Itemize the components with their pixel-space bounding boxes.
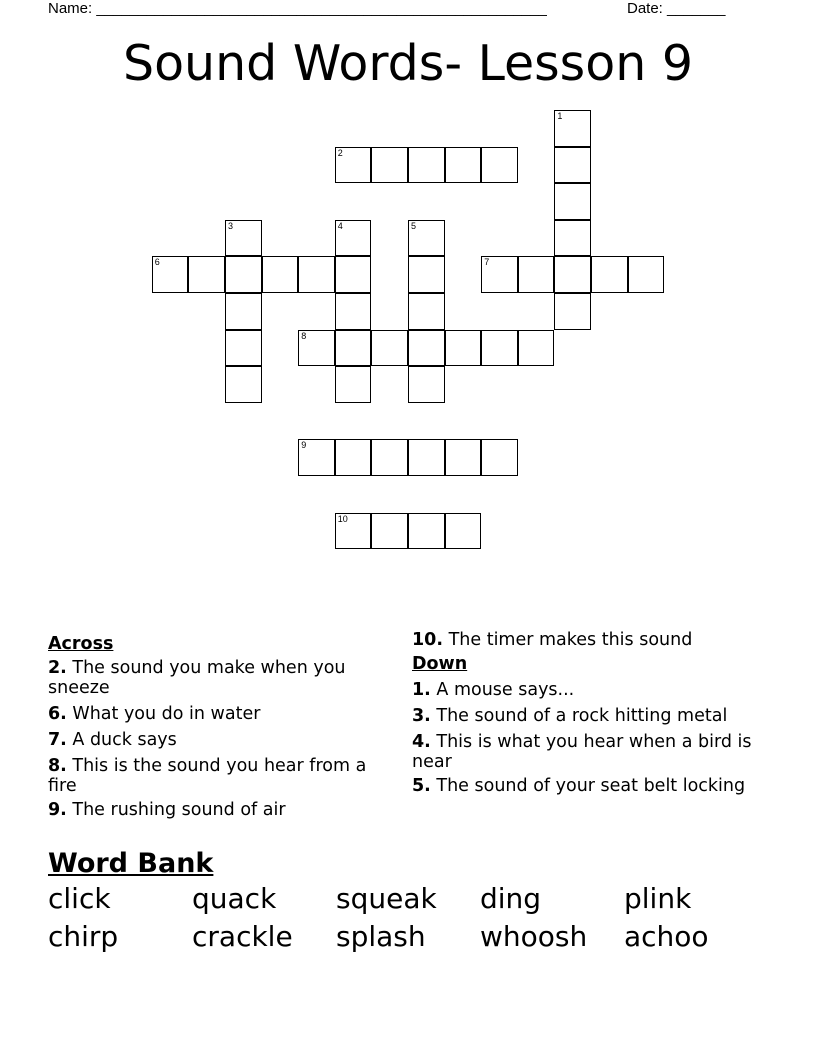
crossword-cell[interactable] <box>152 256 189 293</box>
clue-across-10: 10. The timer makes this sound <box>412 630 693 650</box>
crossword-cell[interactable] <box>481 330 518 367</box>
clue-down-3: 3. The sound of a rock hitting metal <box>412 706 728 726</box>
clue-number: 7 <box>484 257 490 268</box>
clue-number: 5 <box>411 220 417 231</box>
clue-across-7: 7. A duck says <box>48 730 177 750</box>
crossword-cell[interactable] <box>408 439 445 476</box>
name-field-line[interactable]: Name: ______________________________________________________ <box>48 0 547 17</box>
crossword-cell[interactable] <box>408 366 445 403</box>
crossword-cell[interactable] <box>408 147 445 184</box>
crossword-cell[interactable] <box>518 256 555 293</box>
clue-number: 6 <box>154 257 160 268</box>
crossword-cell[interactable] <box>298 439 335 476</box>
word-bank-word: click <box>48 882 111 915</box>
clue-number: 2 <box>337 147 343 158</box>
word-bank-title: Word Bank <box>48 848 214 879</box>
clue-number: 4 <box>337 220 343 231</box>
crossword-cell[interactable] <box>554 293 591 330</box>
clue-down-5: 5. The sound of your seat belt locking <box>412 776 746 796</box>
crossword-cell[interactable] <box>445 330 482 367</box>
crossword-cell[interactable] <box>481 147 518 184</box>
crossword-cell[interactable] <box>445 147 482 184</box>
word-bank-word: whoosh <box>480 920 588 953</box>
date-field-line[interactable]: Date: _______ <box>627 0 726 17</box>
clue-number: 9 <box>301 440 307 451</box>
crossword-cell[interactable] <box>335 293 372 330</box>
crossword-cell[interactable] <box>408 330 445 367</box>
crossword-cell[interactable] <box>371 513 408 550</box>
crossword-cell[interactable] <box>408 256 445 293</box>
clues-right-column <box>412 630 762 796</box>
crossword-cell[interactable] <box>225 220 262 257</box>
across-heading: Across <box>48 634 114 654</box>
crossword-cell[interactable] <box>335 513 372 550</box>
word-bank-word: crackle <box>192 920 293 953</box>
clue-number: 10 <box>337 513 348 524</box>
crossword-cell[interactable] <box>408 293 445 330</box>
word-bank <box>48 882 768 954</box>
crossword-cell[interactable] <box>335 439 372 476</box>
clue-across-9: 9. The rushing sound of air <box>48 800 286 820</box>
crossword-cell[interactable] <box>371 330 408 367</box>
crossword-cell[interactable] <box>188 256 225 293</box>
word-bank-word: chirp <box>48 920 119 953</box>
crossword-cell[interactable] <box>518 330 555 367</box>
crossword-cell[interactable] <box>262 256 299 293</box>
crossword-cell[interactable] <box>591 256 628 293</box>
crossword-cell[interactable] <box>298 330 335 367</box>
clue-number: 3 <box>228 220 234 231</box>
crossword-cell[interactable] <box>335 330 372 367</box>
word-bank-word: ding <box>480 882 542 915</box>
page-title: Sound Words- Lesson 9 <box>122 35 694 92</box>
crossword-cell[interactable] <box>554 220 591 257</box>
crossword-cell[interactable] <box>554 110 591 147</box>
clue-across-6: 6. What you do in water <box>48 704 261 724</box>
clue-down-4: 4. This is what you hear when a bird is near <box>412 732 752 772</box>
crossword-cell[interactable] <box>481 256 518 293</box>
word-bank-word: quack <box>192 882 277 915</box>
word-bank-word: achoo <box>624 920 709 953</box>
crossword-cell[interactable] <box>335 256 372 293</box>
clues-left-column <box>48 630 398 820</box>
clue-number: 8 <box>301 330 307 341</box>
crossword-cell[interactable] <box>371 439 408 476</box>
crossword-cell[interactable] <box>335 220 372 257</box>
crossword-cell[interactable] <box>554 183 591 220</box>
clue-across-8: 8. This is the sound you hear from a fire <box>48 756 367 796</box>
crossword-cell[interactable] <box>335 147 372 184</box>
word-bank-word: squeak <box>336 882 437 915</box>
crossword-cell[interactable] <box>481 439 518 476</box>
down-heading: Down <box>412 654 468 674</box>
clue-down-1: 1. A mouse says... <box>412 680 575 700</box>
crossword-cell[interactable] <box>225 366 262 403</box>
crossword-cell[interactable] <box>298 256 335 293</box>
crossword-cell[interactable] <box>445 439 482 476</box>
crossword-cell[interactable] <box>225 256 262 293</box>
crossword-cell[interactable] <box>628 256 665 293</box>
crossword-cell[interactable] <box>445 513 482 550</box>
word-bank-word: plink <box>624 882 692 915</box>
crossword-cell[interactable] <box>225 293 262 330</box>
crossword-cell[interactable] <box>371 147 408 184</box>
crossword-cell[interactable] <box>225 330 262 367</box>
clue-number: 1 <box>557 111 563 121</box>
crossword-cell[interactable] <box>554 147 591 184</box>
crossword-cell[interactable] <box>554 256 591 293</box>
crossword-cell[interactable] <box>408 513 445 550</box>
crossword-cell[interactable] <box>335 366 372 403</box>
crossword-cell[interactable] <box>408 220 445 257</box>
clue-across-2: 2. The sound you make when you sneeze <box>48 658 346 698</box>
word-bank-word: splash <box>336 920 426 953</box>
